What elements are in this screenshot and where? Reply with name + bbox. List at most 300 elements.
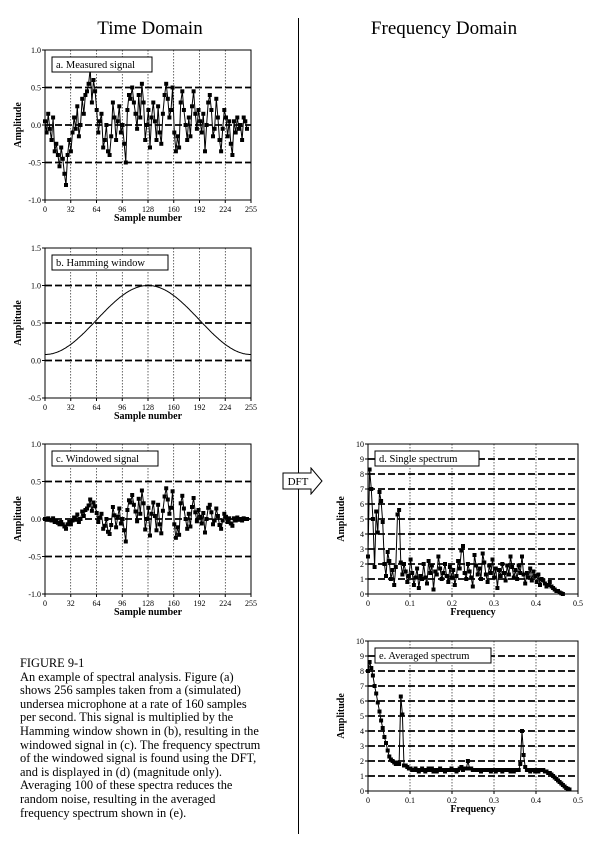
data-point [124, 540, 128, 544]
data-point [198, 119, 202, 123]
data-point [59, 146, 63, 150]
data-point [208, 93, 212, 97]
x-tick-label: 0.5 [573, 599, 583, 608]
data-point [146, 108, 150, 112]
x-tick-label: 192 [193, 403, 206, 412]
data-point [114, 525, 118, 529]
data-point [226, 134, 230, 138]
data-point [412, 583, 416, 587]
data-point [150, 116, 154, 120]
data-point [227, 516, 231, 520]
data-point [153, 119, 157, 123]
data-point [137, 497, 141, 501]
data-point [79, 123, 83, 127]
data-point [104, 123, 108, 127]
chart-title: b. Hamming window [56, 258, 145, 269]
data-point [92, 501, 96, 505]
data-point [464, 577, 468, 581]
data-point [125, 508, 129, 512]
data-point [90, 509, 94, 513]
data-point [46, 112, 50, 116]
data-point [243, 119, 247, 123]
data-point [227, 119, 231, 123]
data-point [453, 583, 457, 587]
data-point [517, 564, 521, 568]
data-point [409, 558, 413, 562]
data-point [209, 510, 213, 514]
x-tick-label: 64 [92, 205, 101, 214]
data-point [109, 134, 113, 138]
x-tick-label: 64 [92, 599, 101, 608]
data-point [69, 522, 73, 526]
data-point [43, 119, 47, 123]
data-point [455, 574, 459, 578]
x-tick-label: 128 [142, 403, 154, 412]
data-point [523, 582, 527, 586]
data-point [95, 511, 99, 515]
data-point [379, 719, 383, 723]
y-axis-label: Amplitude [336, 693, 347, 739]
data-point [492, 576, 496, 580]
data-point [116, 515, 120, 519]
data-point [87, 82, 91, 86]
data-point [381, 520, 385, 524]
y-axis-label: Amplitude [13, 300, 24, 346]
data-point [369, 487, 373, 491]
data-point [85, 89, 89, 93]
data-point [188, 525, 192, 529]
chart-c [13, 440, 257, 618]
x-tick-label: 192 [193, 205, 206, 214]
data-point [230, 153, 234, 157]
data-point [509, 555, 513, 559]
data-point [386, 550, 390, 554]
data-point [235, 116, 239, 120]
data-point [221, 519, 225, 523]
data-point [387, 559, 391, 563]
data-point [211, 522, 215, 526]
x-tick-label: 96 [118, 205, 127, 214]
data-point [415, 567, 419, 571]
data-point [440, 577, 444, 581]
y-tick-label: 1 [360, 575, 364, 584]
y-tick-label: 6 [360, 697, 364, 706]
data-point [525, 571, 529, 575]
data-point [394, 565, 398, 569]
data-point [487, 564, 491, 568]
data-point [443, 562, 447, 566]
data-point [410, 571, 414, 575]
data-point [179, 501, 183, 505]
data-point [376, 531, 380, 535]
chart-title: d. Single spectrum [379, 454, 458, 465]
data-point [159, 142, 163, 146]
data-point [171, 489, 175, 493]
x-axis-label: Sample number [113, 607, 183, 618]
data-point [127, 93, 131, 97]
data-point [216, 116, 220, 120]
data-point [195, 519, 199, 523]
y-tick-label: 7 [360, 682, 364, 691]
chart-title: a. Measured signal [56, 60, 136, 71]
data-point [106, 149, 110, 153]
x-tick-label: 0.1 [405, 599, 415, 608]
data-point [83, 93, 87, 97]
x-tick-label: 64 [92, 403, 101, 412]
data-point [456, 559, 460, 563]
data-point [72, 116, 76, 120]
data-point [425, 582, 429, 586]
data-point [96, 520, 100, 524]
data-point [161, 112, 165, 116]
data-point [180, 89, 184, 93]
x-tick-label: 160 [167, 205, 180, 214]
data-point [159, 531, 163, 535]
data-point [51, 116, 55, 120]
data-point [198, 515, 202, 519]
data-point [200, 522, 204, 526]
data-point [466, 562, 470, 566]
y-tick-label: 0 [360, 787, 364, 796]
y-axis-label: Amplitude [13, 102, 24, 148]
y-tick-label: 5 [360, 515, 364, 524]
data-point [459, 549, 463, 553]
data-point [135, 519, 139, 523]
data-point [69, 149, 73, 153]
x-tick-label: 32 [66, 403, 75, 412]
data-point [48, 127, 52, 131]
data-point [500, 562, 504, 566]
figure-caption [20, 657, 264, 820]
data-point [451, 568, 455, 572]
y-tick-label: 0.5 [31, 477, 41, 487]
data-point [366, 555, 370, 559]
data-point [130, 493, 134, 497]
data-point [224, 116, 228, 120]
y-tick-label: 3 [360, 545, 364, 554]
data-point [176, 525, 180, 529]
y-tick-label: 3 [360, 742, 364, 751]
x-tick-label: 32 [66, 599, 75, 608]
data-point [397, 762, 401, 766]
data-point [473, 553, 477, 557]
y-tick-label: 10 [356, 440, 364, 449]
data-point [436, 555, 440, 559]
data-point [109, 523, 113, 527]
data-point [96, 131, 100, 135]
data-point [530, 579, 534, 583]
data-point [82, 112, 86, 116]
data-point [164, 486, 168, 490]
data-point [502, 571, 506, 575]
x-tick-label: 0 [43, 403, 47, 412]
data-point [161, 509, 165, 513]
data-point [75, 513, 79, 517]
data-point [378, 710, 382, 714]
y-tick-label: -0.5 [28, 158, 41, 168]
data-point [374, 692, 378, 696]
x-tick-label: 160 [167, 599, 180, 608]
x-tick-label: 0 [366, 599, 370, 608]
data-point [134, 510, 138, 514]
data-point [177, 146, 181, 150]
data-point [430, 564, 434, 568]
data-point [98, 516, 102, 520]
data-point [214, 97, 218, 101]
data-point [404, 570, 408, 574]
data-point [77, 134, 81, 138]
data-point [405, 580, 409, 584]
data-point [522, 753, 526, 757]
x-tick-label: 128 [142, 205, 154, 214]
data-point [414, 576, 418, 580]
y-axis-label: Amplitude [13, 496, 24, 542]
x-tick-label: 224 [219, 599, 232, 608]
data-point [463, 571, 467, 575]
data-point [495, 586, 499, 590]
data-point [486, 580, 490, 584]
y-axis-label: Amplitude [336, 496, 347, 542]
data-point [423, 576, 427, 580]
data-point [172, 131, 176, 135]
data-point [208, 503, 212, 507]
data-point [71, 131, 75, 135]
y-tick-label: -0.5 [28, 552, 41, 562]
data-point [95, 108, 99, 112]
data-point [469, 576, 473, 580]
data-point [515, 577, 519, 581]
data-point [182, 507, 186, 511]
data-point [64, 183, 68, 187]
y-tick-label: 9 [360, 652, 364, 661]
data-point [450, 576, 454, 580]
data-point [484, 573, 488, 577]
x-axis-label: Sample number [113, 411, 183, 422]
data-point [518, 762, 522, 766]
data-point [422, 562, 426, 566]
data-point [200, 131, 204, 135]
y-tick-label: 0.0 [31, 121, 41, 130]
data-point [477, 567, 481, 571]
y-tick-label: 7 [360, 485, 364, 494]
data-point [461, 544, 465, 548]
data-point [167, 512, 171, 516]
data-point [140, 489, 144, 493]
chart-e [336, 637, 583, 815]
x-axis-label: Frequency [450, 607, 496, 618]
x-tick-label: 0.1 [405, 796, 415, 805]
data-point [214, 507, 218, 511]
data-point [151, 101, 155, 105]
data-point [114, 138, 118, 142]
data-point [536, 573, 540, 577]
data-point [100, 512, 104, 516]
data-point [108, 153, 112, 157]
data-point [384, 741, 388, 745]
y-tick-label: -1.0 [28, 590, 41, 599]
data-point [158, 131, 162, 135]
data-point [146, 506, 150, 510]
data-point [103, 138, 107, 142]
y-tick-label: 1 [360, 772, 364, 781]
data-point [216, 514, 220, 518]
y-tick-label: 1.0 [31, 281, 41, 291]
data-point [125, 108, 129, 112]
data-point [148, 146, 152, 150]
data-point [103, 524, 107, 528]
x-tick-label: 0 [43, 599, 47, 608]
y-tick-label: 8 [360, 470, 364, 479]
data-point [427, 559, 431, 563]
y-tick-label: 4 [360, 727, 364, 736]
data-point [129, 97, 133, 101]
time-domain-heading: Time Domain [97, 18, 203, 39]
data-point [155, 528, 159, 532]
data-point [531, 570, 535, 574]
data-point [121, 123, 125, 127]
data-point [232, 119, 236, 123]
x-tick-label: 0 [43, 205, 47, 214]
y-tick-label: 6 [360, 500, 364, 509]
data-point [54, 142, 58, 146]
data-point [205, 517, 209, 521]
data-point [179, 101, 183, 105]
x-tick-label: 160 [167, 403, 180, 412]
data-point [153, 514, 157, 518]
chart-a [13, 46, 257, 224]
x-tick-label: 0.3 [489, 599, 499, 608]
y-tick-label: 1.0 [31, 440, 41, 449]
data-point [184, 517, 188, 521]
data-point [138, 512, 142, 516]
data-point [237, 127, 241, 131]
data-point [64, 527, 68, 531]
data-point [476, 573, 480, 577]
data-point [481, 552, 485, 556]
data-point [134, 112, 138, 116]
data-point [517, 768, 521, 772]
data-point [74, 127, 78, 131]
x-tick-label: 96 [118, 599, 127, 608]
data-point [142, 101, 146, 105]
data-point [193, 112, 197, 116]
data-point [381, 726, 385, 730]
data-point [192, 496, 196, 500]
data-point [504, 579, 508, 583]
data-point [98, 119, 102, 123]
data-point [156, 104, 160, 108]
data-point [568, 788, 572, 792]
data-point [432, 588, 436, 592]
data-point [197, 108, 201, 112]
data-point [82, 514, 86, 518]
data-point [400, 713, 404, 717]
y-tick-label: 0.5 [31, 319, 41, 328]
y-tick-label: 0.0 [31, 356, 41, 366]
data-point [417, 586, 421, 590]
data-point [100, 112, 104, 116]
data-point [206, 101, 210, 105]
data-point [156, 503, 160, 507]
data-point [142, 501, 146, 505]
dft-label: DFT [287, 476, 309, 488]
data-point [50, 138, 54, 142]
data-point [182, 108, 186, 112]
data-point [140, 82, 144, 86]
data-point [382, 735, 386, 739]
data-point [187, 512, 191, 516]
data-point [113, 116, 117, 120]
y-tick-label: -0.5 [28, 394, 41, 403]
x-tick-label: 0 [366, 796, 370, 805]
x-tick-label: 0.4 [531, 599, 541, 608]
data-point [171, 86, 175, 90]
data-point [75, 104, 79, 108]
data-point [166, 498, 170, 502]
y-tick-label: 1.0 [31, 46, 41, 55]
data-point [538, 583, 542, 587]
data-point [111, 505, 115, 509]
data-point [471, 585, 475, 589]
data-point [138, 116, 142, 120]
data-point [53, 149, 57, 153]
data-point [121, 517, 125, 521]
data-point [505, 564, 509, 568]
data-point [213, 127, 217, 131]
data-point [211, 134, 215, 138]
frequency-domain-heading: Frequency Domain [370, 18, 518, 39]
data-point [458, 567, 462, 571]
chart-title: c. Windowed signal [56, 454, 140, 465]
y-tick-label: 0 [360, 590, 364, 599]
chart-d [336, 440, 583, 618]
x-tick-label: 255 [245, 403, 257, 412]
data-point [203, 531, 207, 535]
data-point [201, 112, 205, 116]
data-point [520, 555, 524, 559]
data-point [205, 123, 209, 127]
data-point [137, 93, 141, 97]
data-point [143, 138, 147, 142]
x-tick-label: 0.2 [447, 796, 457, 805]
data-point [428, 571, 432, 575]
data-point [124, 161, 128, 165]
chart-title: e. Averaged spectrum [379, 651, 470, 662]
data-point [240, 138, 244, 142]
data-point [185, 138, 189, 142]
data-point [379, 499, 383, 503]
data-point [116, 119, 120, 123]
data-point [396, 513, 400, 517]
y-tick-label: 10 [356, 637, 364, 646]
data-point [371, 674, 375, 678]
data-point [548, 580, 552, 584]
data-point [93, 89, 97, 93]
x-tick-label: 32 [66, 205, 75, 214]
y-tick-label: 0.0 [31, 515, 41, 524]
data-point [491, 558, 495, 562]
x-tick-label: 255 [245, 599, 257, 608]
data-point [169, 506, 173, 510]
data-point [58, 164, 62, 168]
x-tick-label: 128 [142, 599, 154, 608]
data-point [155, 138, 159, 142]
data-point [67, 138, 71, 142]
data-point [119, 522, 123, 526]
data-point [479, 577, 483, 581]
data-point [386, 749, 390, 753]
x-tick-label: 224 [219, 205, 232, 214]
